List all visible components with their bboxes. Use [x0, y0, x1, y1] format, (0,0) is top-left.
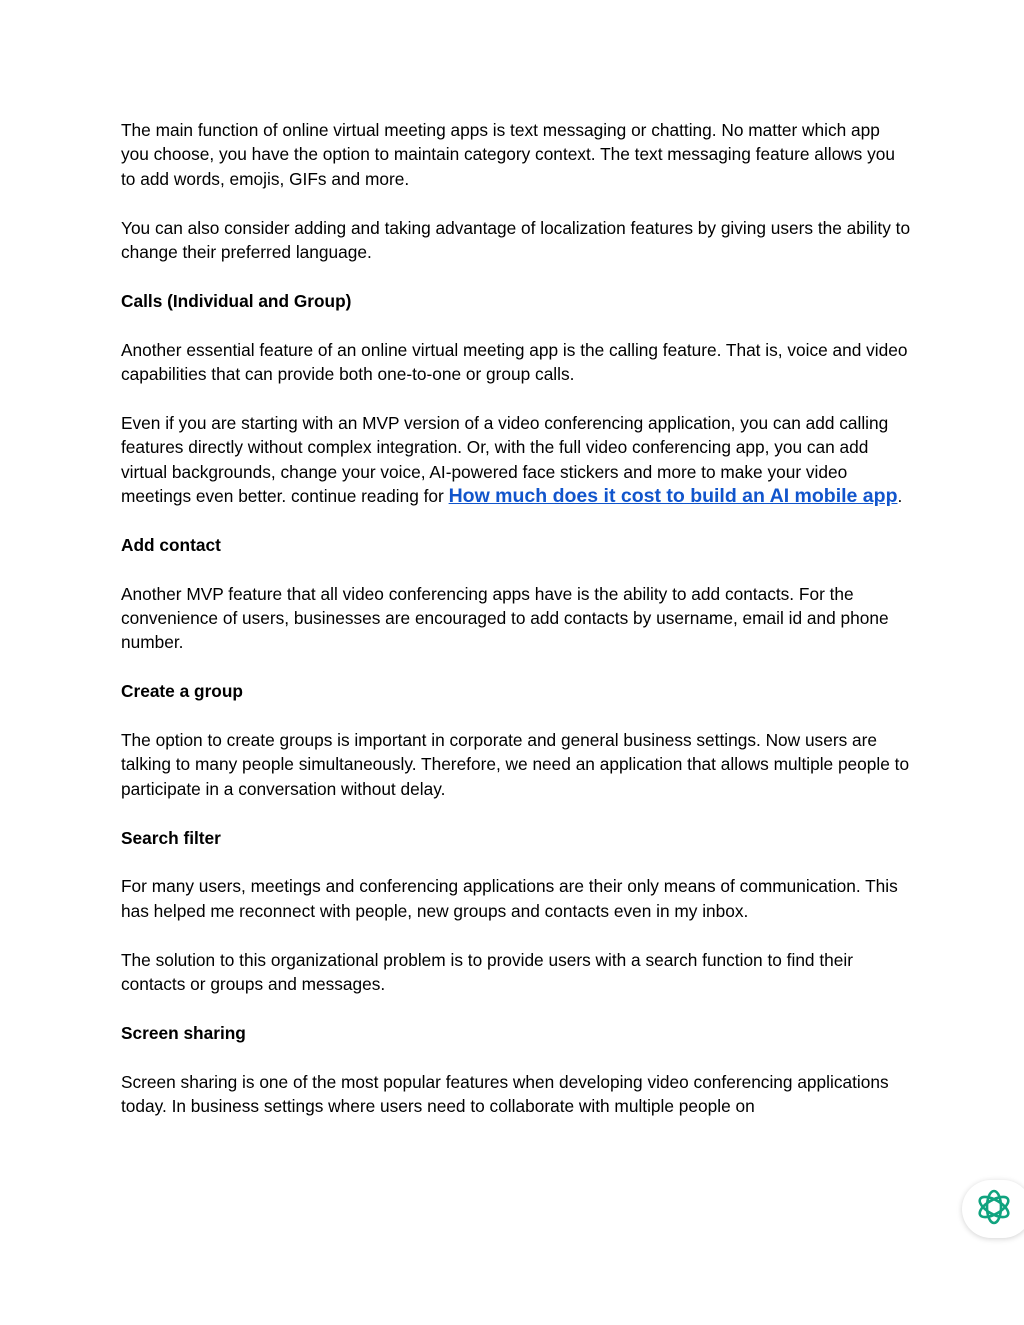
paragraph-localization: You can also consider adding and taking advantage of localization features by giving users the ability to change their preferred language. — [121, 217, 911, 263]
paragraph-screen-sharing: Screen sharing is one of the most popular features when developing video conferencing applications today. In business settings where users need to collaborate with multiple people on — [121, 1071, 889, 1117]
heading-screen-sharing: Screen sharing — [121, 1022, 246, 1043]
paragraph-calling-feature: Another essential feature of an online virtual meeting app is the calling feature. That is, voice and video capabilities that can provide both one-to-one or group calls. — [121, 339, 908, 385]
ai-app-cost-link[interactable]: How much does it cost to build an AI mobile app — [448, 485, 898, 508]
heading-search-filter: Search filter — [121, 827, 221, 848]
paragraph-search-solution: The solution to this organizational problem is to provide users with a search function to find their contacts or groups and messages. — [121, 949, 853, 995]
heading-create-group: Create a group — [121, 681, 243, 702]
heading-add-contact: Add contact — [121, 534, 221, 555]
paragraph-create-group: The option to create groups is important in corporate and general business settings. Now users are talking to many people simultaneously. Therefore, we need an application that allows multiple people to participate in a conversation without delay. — [121, 730, 910, 799]
paragraph-period: . — [897, 486, 903, 507]
ai-assistant-badge[interactable] — [962, 1180, 1024, 1238]
ai-assistant-knot-icon — [974, 1187, 1014, 1232]
document-body — [121, 118, 911, 1143]
heading-calls: Calls (Individual and Group) — [121, 290, 352, 311]
paragraph-mvp-calling — [121, 411, 911, 509]
paragraph-text-messaging: The main function of online virtual meeting apps is text messaging or chatting. No matter which app you choose, you have the option to maintain category context. The text messaging feature allows you to add words, emojis, GIFs and more. — [121, 120, 895, 189]
paragraph-mvp-calling-text: Even if you are starting with an MVP version of a video conferencing application, you can add calling features directly without complex integration. Or, with the full video conferencing app, you can add virtual backgrounds, change your voice, AI-powered face stickers and more to make your video meetings even better. continue reading for — [121, 412, 889, 507]
paragraph-search-users: For many users, meetings and conferencing applications are their only means of communication. This has helped me reconnect with people, new groups and contacts even in my inbox. — [121, 876, 898, 921]
paragraph-add-contact: Another MVP feature that all video conferencing apps have is the ability to add contacts. For the convenience of users, businesses are encouraged to add contacts by username, email id and phone number. — [121, 583, 889, 653]
